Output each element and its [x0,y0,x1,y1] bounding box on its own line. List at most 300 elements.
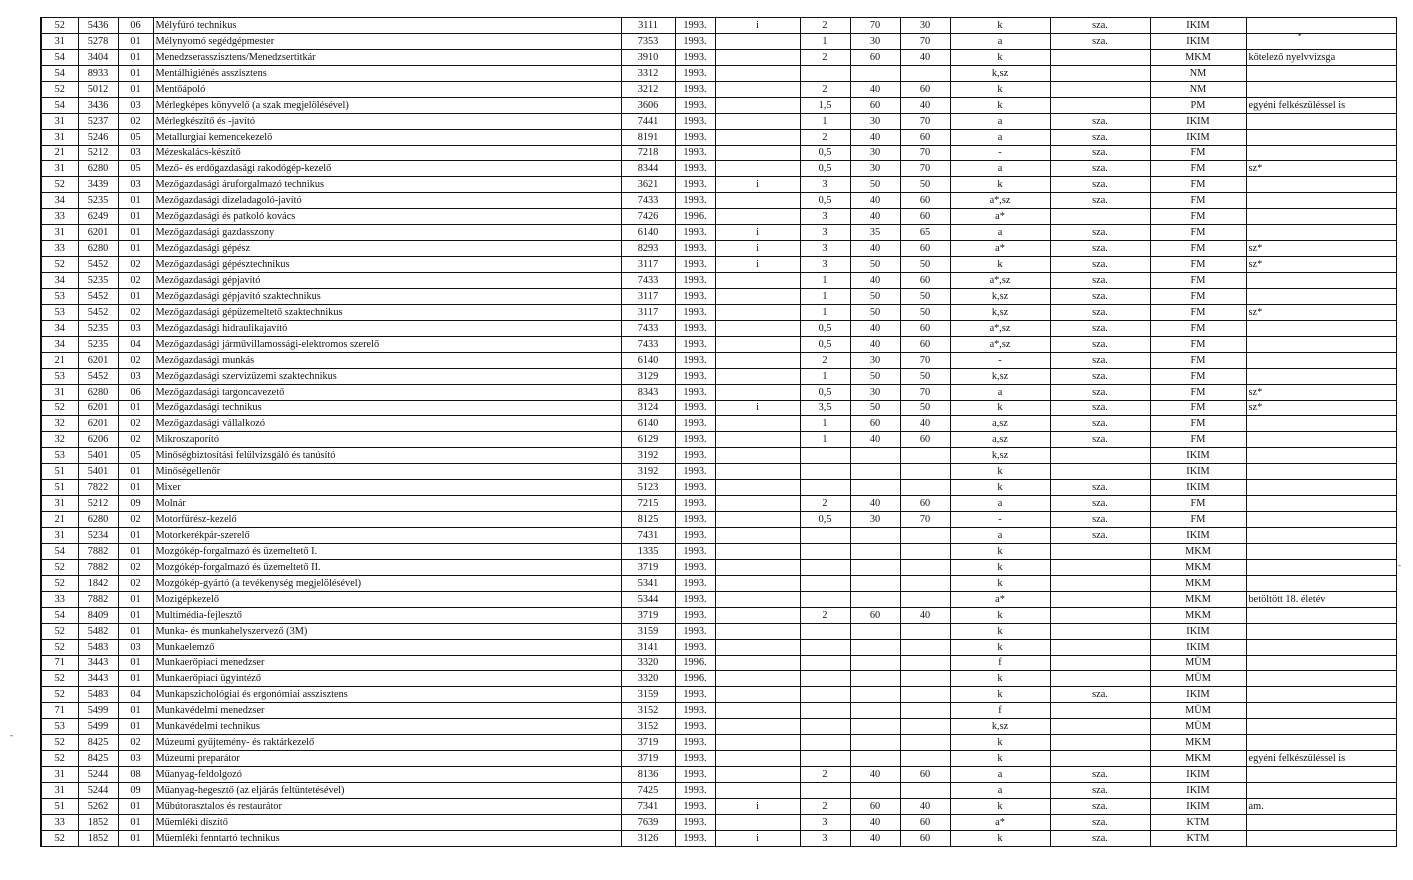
flag-cell [715,655,800,671]
flag-cell [715,687,800,703]
code-cell: 8425 [78,735,118,751]
sub-code-cell: 01 [118,623,153,639]
theory-percent-cell [850,543,900,559]
code-cell: 5278 [78,33,118,49]
exam-cell [1050,655,1150,671]
name-cell: Mezőgazdasági és patkoló kovács [153,209,621,225]
theory-percent-cell [850,528,900,544]
theory-percent-cell: 70 [850,18,900,34]
theory-percent-cell: 50 [850,257,900,273]
ministry-cell: IKIM [1150,113,1246,129]
sub-code-cell: 01 [118,607,153,623]
entry-req-cell: a [950,161,1050,177]
level-cell: 33 [41,591,78,607]
flag-cell [715,161,800,177]
entry-req-cell: a [950,767,1050,783]
entry-req-cell: a [950,225,1050,241]
entry-req-cell: a* [950,209,1050,225]
name-cell: Mezőgazdasági gépüzemeltető szaktechnikus [153,304,621,320]
theory-percent-cell: 40 [850,241,900,257]
sub-code-cell: 03 [118,97,153,113]
flag-cell [715,368,800,384]
theory-percent-cell: 40 [850,273,900,289]
ministry-cell: FM [1150,273,1246,289]
feor-cell: 3192 [621,448,675,464]
feor-cell: 3192 [621,464,675,480]
sub-code-cell: 01 [118,209,153,225]
note-cell [1246,703,1396,719]
exam-cell: sza. [1050,798,1150,814]
sub-code-cell: 05 [118,161,153,177]
practice-percent-cell: 40 [900,97,950,113]
flag-cell [715,193,800,209]
code-cell: 3436 [78,97,118,113]
note-cell: egyéni felkészüléssel is [1246,97,1396,113]
table-row [41,304,1396,320]
flag-cell [715,591,800,607]
level-cell: 31 [41,496,78,512]
table-row [41,543,1396,559]
duration-cell: 1 [800,288,850,304]
level-cell: 31 [41,161,78,177]
duration-cell: 3 [800,814,850,830]
entry-req-cell: k [950,671,1050,687]
name-cell: Minőségellenőr [153,464,621,480]
table-row [41,65,1396,81]
name-cell: Mezőgazdasági gépjavító [153,273,621,289]
duration-cell: 0,5 [800,320,850,336]
sub-code-cell: 01 [118,81,153,97]
flag-cell [715,814,800,830]
entry-req-cell: - [950,145,1050,161]
duration-cell: 3 [800,209,850,225]
name-cell: Mezőgazdasági gazdasszony [153,225,621,241]
year-cell: 1993. [675,623,715,639]
duration-cell [800,480,850,496]
practice-percent-cell: 40 [900,798,950,814]
table-row [41,320,1396,336]
feor-cell: 3719 [621,735,675,751]
exam-cell: sza. [1050,480,1150,496]
table-row [41,798,1396,814]
feor-cell: 6140 [621,225,675,241]
note-cell [1246,814,1396,830]
entry-req-cell: k [950,81,1050,97]
level-cell: 54 [41,543,78,559]
flag-cell [715,81,800,97]
practice-percent-cell [900,65,950,81]
duration-cell [800,687,850,703]
feor-cell: 6140 [621,352,675,368]
flag-cell [715,33,800,49]
level-cell: 21 [41,145,78,161]
table-row [41,687,1396,703]
note-cell [1246,273,1396,289]
entry-req-cell: a*,sz [950,193,1050,209]
note-cell [1246,687,1396,703]
flag-cell: i [715,18,800,34]
feor-cell: 3117 [621,288,675,304]
flag-cell [715,703,800,719]
theory-percent-cell [850,480,900,496]
practice-percent-cell: 60 [900,129,950,145]
level-cell: 21 [41,352,78,368]
theory-percent-cell: 30 [850,384,900,400]
flag-cell [715,145,800,161]
sub-code-cell: 01 [118,65,153,81]
code-cell: 5401 [78,448,118,464]
level-cell: 52 [41,735,78,751]
sub-code-cell: 03 [118,639,153,655]
flag-cell [715,65,800,81]
note-cell [1246,671,1396,687]
exam-cell: sza. [1050,304,1150,320]
flag-cell [715,113,800,129]
theory-percent-cell [850,655,900,671]
entry-req-cell: k [950,687,1050,703]
level-cell: 52 [41,559,78,575]
entry-req-cell: k [950,18,1050,34]
ministry-cell: FM [1150,432,1246,448]
sub-code-cell: 01 [118,193,153,209]
exam-cell: sza. [1050,496,1150,512]
exam-cell: sza. [1050,384,1150,400]
ministry-cell: FM [1150,288,1246,304]
code-cell: 5235 [78,336,118,352]
theory-percent-cell: 40 [850,129,900,145]
flag-cell: i [715,177,800,193]
level-cell: 52 [41,751,78,767]
sub-code-cell: 03 [118,177,153,193]
theory-percent-cell [850,464,900,480]
name-cell: Munkaerőpiaci menedzser [153,655,621,671]
level-cell: 34 [41,336,78,352]
entry-req-cell: k,sz [950,719,1050,735]
entry-req-cell: - [950,352,1050,368]
code-cell: 5483 [78,639,118,655]
practice-percent-cell: 40 [900,49,950,65]
flag-cell [715,543,800,559]
feor-cell: 3152 [621,703,675,719]
name-cell: Mozgókép-gyártó (a tevékenység megjelölésével) [153,575,621,591]
name-cell: Múzeumi gyűjtemény- és raktárkezelő [153,735,621,751]
sub-code-cell: 03 [118,751,153,767]
flag-cell [715,607,800,623]
practice-percent-cell: 60 [900,432,950,448]
sub-code-cell: 04 [118,336,153,352]
theory-percent-cell [850,719,900,735]
note-cell [1246,543,1396,559]
code-cell: 6249 [78,209,118,225]
note-cell [1246,735,1396,751]
code-cell: 6280 [78,161,118,177]
feor-cell: 6140 [621,416,675,432]
code-cell: 5012 [78,81,118,97]
feor-cell: 3129 [621,368,675,384]
exam-cell: sza. [1050,193,1150,209]
feor-cell: 3159 [621,687,675,703]
theory-percent-cell: 50 [850,368,900,384]
year-cell: 1993. [675,735,715,751]
sub-code-cell: 02 [118,432,153,448]
ministry-cell: IKIM [1150,33,1246,49]
duration-cell: 2 [800,129,850,145]
sub-code-cell: 02 [118,512,153,528]
table-row [41,384,1396,400]
code-cell: 5499 [78,719,118,735]
level-cell: 31 [41,384,78,400]
table-row [41,655,1396,671]
level-cell: 53 [41,288,78,304]
entry-req-cell: a [950,113,1050,129]
level-cell: 52 [41,81,78,97]
feor-cell: 5344 [621,591,675,607]
ministry-cell: FM [1150,193,1246,209]
name-cell: Mezőgazdasági munkás [153,352,621,368]
table-row [41,416,1396,432]
exam-cell: sza. [1050,18,1150,34]
ministry-cell: IKIM [1150,528,1246,544]
level-cell: 54 [41,97,78,113]
duration-cell: 3 [800,257,850,273]
table-row [41,671,1396,687]
duration-cell [800,719,850,735]
level-cell: 52 [41,671,78,687]
note-cell: sz* [1246,257,1396,273]
entry-req-cell: a*,sz [950,336,1050,352]
sub-code-cell: 01 [118,719,153,735]
flag-cell: i [715,830,800,846]
year-cell: 1993. [675,320,715,336]
code-cell: 5212 [78,145,118,161]
year-cell: 1993. [675,528,715,544]
entry-req-cell: k [950,575,1050,591]
year-cell: 1993. [675,814,715,830]
note-cell: sz* [1246,400,1396,416]
code-cell: 5235 [78,273,118,289]
theory-percent-cell [850,687,900,703]
duration-cell: 3 [800,241,850,257]
note-cell [1246,225,1396,241]
theory-percent-cell: 30 [850,161,900,177]
table-row [41,575,1396,591]
entry-req-cell: k [950,257,1050,273]
entry-req-cell: k [950,559,1050,575]
feor-cell: 3320 [621,655,675,671]
sub-code-cell: 01 [118,814,153,830]
duration-cell: 0,5 [800,161,850,177]
name-cell: Múzeumi preparátor [153,751,621,767]
feor-cell: 7353 [621,33,675,49]
name-cell: Mezőgazdasági technikus [153,400,621,416]
duration-cell: 1 [800,304,850,320]
theory-percent-cell: 40 [850,320,900,336]
ministry-cell: FM [1150,496,1246,512]
exam-cell [1050,65,1150,81]
year-cell: 1993. [675,575,715,591]
table-row [41,209,1396,225]
duration-cell [800,528,850,544]
sub-code-cell: 01 [118,591,153,607]
ministry-cell: FM [1150,177,1246,193]
name-cell: Motorfűrész-kezelő [153,512,621,528]
entry-req-cell: a*,sz [950,273,1050,289]
feor-cell: 7341 [621,798,675,814]
name-cell: Műemléki fenntartó technikus [153,830,621,846]
feor-cell: 7433 [621,193,675,209]
sub-code-cell: 01 [118,241,153,257]
exam-cell [1050,719,1150,735]
feor-cell: 3141 [621,639,675,655]
table-row [41,177,1396,193]
exam-cell [1050,639,1150,655]
year-cell: 1993. [675,448,715,464]
table-row [41,496,1396,512]
code-cell: 1842 [78,575,118,591]
scan-speck: - [1398,560,1401,570]
year-cell: 1993. [675,225,715,241]
code-cell: 5235 [78,320,118,336]
exam-cell [1050,623,1150,639]
table-row [41,751,1396,767]
name-cell: Mixer [153,480,621,496]
ministry-cell: FM [1150,384,1246,400]
level-cell: 31 [41,129,78,145]
practice-percent-cell [900,671,950,687]
level-cell: 52 [41,257,78,273]
level-cell: 54 [41,49,78,65]
sub-code-cell: 02 [118,416,153,432]
entry-req-cell: k [950,607,1050,623]
year-cell: 1993. [675,464,715,480]
feor-cell: 3212 [621,81,675,97]
code-cell: 8933 [78,65,118,81]
register-sheet [40,17,1395,847]
name-cell: Mezőgazdasági targoncavezető [153,384,621,400]
sub-code-cell: 02 [118,257,153,273]
practice-percent-cell: 70 [900,33,950,49]
table-row [41,448,1396,464]
entry-req-cell: k [950,798,1050,814]
name-cell: Mezőgazdasági járművillamossági-elektromos szerelő [153,336,621,352]
code-cell: 1852 [78,814,118,830]
practice-percent-cell: 60 [900,814,950,830]
exam-cell [1050,209,1150,225]
ministry-cell: NM [1150,81,1246,97]
entry-req-cell: k [950,623,1050,639]
note-cell [1246,81,1396,97]
entry-req-cell: k [950,830,1050,846]
feor-cell: 6129 [621,432,675,448]
ministry-cell: IKIM [1150,639,1246,655]
level-cell: 52 [41,623,78,639]
sub-code-cell: 01 [118,655,153,671]
ministry-cell: IKIM [1150,480,1246,496]
theory-percent-cell [850,591,900,607]
code-cell: 7822 [78,480,118,496]
sub-code-cell: 01 [118,798,153,814]
code-cell: 5483 [78,687,118,703]
theory-percent-cell: 50 [850,288,900,304]
flag-cell: i [715,257,800,273]
duration-cell [800,783,850,799]
year-cell: 1993. [675,687,715,703]
practice-percent-cell: 70 [900,384,950,400]
practice-percent-cell: 60 [900,496,950,512]
level-cell: 52 [41,687,78,703]
entry-req-cell: f [950,703,1050,719]
practice-percent-cell: 30 [900,18,950,34]
year-cell: 1993. [675,336,715,352]
code-cell: 8409 [78,607,118,623]
theory-percent-cell: 60 [850,607,900,623]
name-cell: Mezőgazdasági gépésztechnikus [153,257,621,273]
ministry-cell: MKM [1150,575,1246,591]
level-cell: 31 [41,783,78,799]
year-cell: 1993. [675,145,715,161]
qualification-table [40,17,1397,847]
code-cell: 5244 [78,767,118,783]
year-cell: 1993. [675,384,715,400]
year-cell: 1993. [675,783,715,799]
exam-cell [1050,735,1150,751]
table-row [41,81,1396,97]
duration-cell: 2 [800,352,850,368]
note-cell [1246,320,1396,336]
duration-cell [800,543,850,559]
sub-code-cell: 01 [118,528,153,544]
exam-cell [1050,575,1150,591]
table-row [41,145,1396,161]
ministry-cell: FM [1150,225,1246,241]
theory-percent-cell: 40 [850,432,900,448]
duration-cell: 2 [800,798,850,814]
feor-cell: 3719 [621,559,675,575]
flag-cell [715,767,800,783]
practice-percent-cell: 60 [900,336,950,352]
practice-percent-cell [900,687,950,703]
entry-req-cell: k [950,751,1050,767]
note-cell [1246,783,1396,799]
year-cell: 1993. [675,751,715,767]
duration-cell [800,735,850,751]
note-cell: betöltött 18. életév [1246,591,1396,607]
ministry-cell: IKIM [1150,448,1246,464]
entry-req-cell: a [950,783,1050,799]
flag-cell [715,288,800,304]
ministry-cell: FM [1150,512,1246,528]
year-cell: 1993. [675,288,715,304]
year-cell: 1996. [675,655,715,671]
exam-cell: sza. [1050,528,1150,544]
ministry-cell: MÜM [1150,719,1246,735]
entry-req-cell: k [950,177,1050,193]
feor-cell: 8191 [621,129,675,145]
name-cell: Minőségbiztosítási felülvizsgáló és tanúsító [153,448,621,464]
theory-percent-cell: 40 [850,193,900,209]
note-cell [1246,193,1396,209]
table-row [41,767,1396,783]
year-cell: 1993. [675,65,715,81]
flag-cell [715,623,800,639]
duration-cell [800,464,850,480]
exam-cell [1050,81,1150,97]
year-cell: 1993. [675,607,715,623]
note-cell [1246,177,1396,193]
exam-cell: sza. [1050,177,1150,193]
practice-percent-cell: 60 [900,830,950,846]
code-cell: 5262 [78,798,118,814]
